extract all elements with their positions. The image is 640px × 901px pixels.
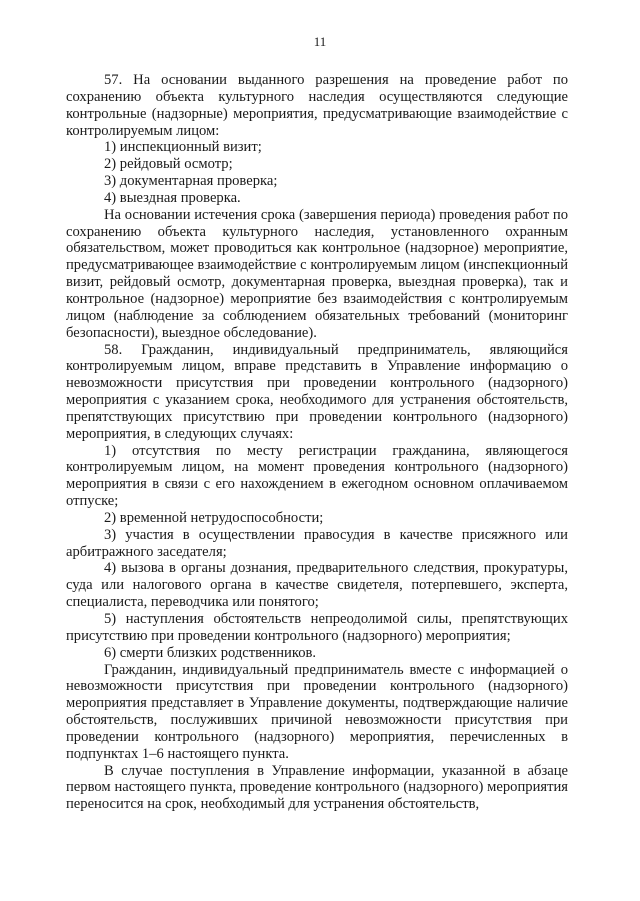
case-item-jury: 3) участия в осуществлении правосудия в качестве присяжного или арбитражного заседателя;	[66, 526, 568, 560]
list-item-inspection-visit: 1) инспекционный визит;	[104, 139, 262, 156]
case-item-absence: 1) отсутствия по месту регистрации гражданина, являющегося контролируемым лицом, на момент проведения контрольного (надзорного) мероприятия в связи с его нахождением в ежегодном основном оплачиваемом отпуске;	[66, 442, 568, 510]
case-item-force-majeure: 5) наступления обстоятельств непреодолимой силы, препятствующих присутствию при проведении контрольного (надзорного) мероприятия;	[66, 611, 568, 644]
list-item-raid-inspection: 2) рейдовый осмотр;	[104, 156, 233, 173]
paragraph-expiry-basis: На основании истечения срока (завершения периода) проведения работ по сохранению объекта культурного наследия, установленного охранным обязательством, может проводиться как контрольное (надзорное) мероприятие, предусматривающее взаимодействие с контролируемым лицом (инспекционный визит, рейдовый осмотр, документарная проверка, выездная проверка), так и контрольное (надзорное) мероприятие без взаимодействия с контролируемым лицом (наблюдение за соблюдением обязательных требований (мониторинг безопасности), выездное обследование).	[66, 206, 568, 341]
case-item-bereavement: 6) смерти близких родственников.	[104, 644, 317, 661]
page-number: 11	[313, 34, 327, 49]
case-item-summons: 4) вызова в органы дознания, предварительного следствия, прокуратуры, суда или налогового органа в качестве свидетеля, потерпевшего, эксперта, специалиста, переводчика или понятого;	[66, 560, 568, 611]
case-item-disability: 2) временной нетрудоспособности;	[104, 509, 324, 526]
document-body	[66, 72, 568, 813]
paragraph-postponement: В случае поступления в Управление информации, указанной в абзаце первом настоящего пункта, проведение контрольного (надзорного) мероприятия переносится на срок, необходимый для устранения обстоятельств,	[66, 762, 568, 813]
paragraph-57-intro: 57. На основании выданного разрешения на проведение работ по сохранению объекта культурного наследия осуществляются следующие контрольные (надзорные) мероприятия, предусматривающие взаимодействие с контролируемым лицом:	[66, 72, 568, 139]
list-item-field-check: 4) выездная проверка.	[104, 189, 241, 206]
paragraph-58-intro: 58. Гражданин, индивидуальный предприниматель, являющийся контролируемым лицом, вправе представить в Управление информацию о невозможности присутствия при проведении контрольного (надзорного) мероприятия с указанием срока, необходимого для устранения обстоятельств, препятствующих присутствию при проведении контрольного (надзорного) мероприятия, в следующих случаях:	[66, 341, 568, 442]
list-item-documentary-check: 3) документарная проверка;	[104, 173, 278, 190]
paragraph-supporting-documents: Гражданин, индивидуальный предприниматель вместе с информацией о невозможности присутствия при проведении контрольного (надзорного) мероприятия представляет в Управление документы, подтверждающие наличие обстоятельств, послуживших причиной невозможности присутствия при проведении контрольного (надзорного) мероприятия, перечисленных в подпунктах 1–6 настоящего пункта.	[66, 661, 568, 762]
